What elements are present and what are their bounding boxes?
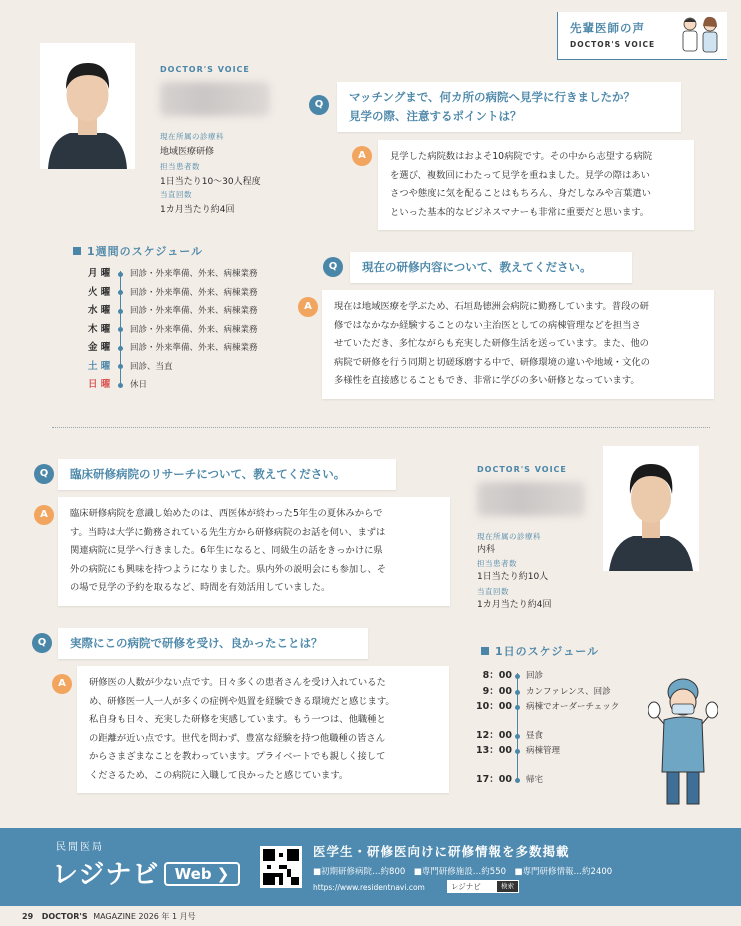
a4-line: の距離が近い点です。世代を問わず、豊富な経験を持つ他職種の皆さん [89,732,386,744]
doctor1-photo [40,43,135,169]
daily-schedule-title: 1日のスケジュール [481,643,599,659]
weekly-dot [118,309,123,314]
a4-line: め、研修医一人一人が多くの症例や処置を経験できる環境だと感じます。 [89,695,395,707]
a4-line: 私自身も日々、充実した研修を実感しています。もう一つは、他職種と [89,714,386,725]
daily-dot [515,674,520,679]
daily-task: 病棟管理 [526,746,561,756]
doctor2-patients: 1日当たり約10人 [477,572,549,582]
a3-line: 外の病院にも興味を持つようになりました。県内外の説明会にも参加し、そ [70,563,387,575]
doctor1-caption: DOCTOR'S VOICE [160,65,250,74]
banner-stats: ■初期研修病院…約800 ■専門研修施設…約550 ■専門研修情報…約2400 [313,867,613,877]
weekly-row [88,284,308,302]
weekly-day: 月 曜 [88,268,111,279]
q2-question [350,252,632,283]
weekly-task: 回診・外来準備、外来、病棟業務 [130,269,258,279]
a2-line: 多様性を直接感じることもでき、非常に学びの多い研修となっています。 [334,375,640,386]
a4-line: からさまざまなことを教わっています。プライベートでも親しく接して [89,751,386,762]
a3-answer [58,497,450,606]
a3-icon: A [34,505,54,525]
q4-line: 実際にこの病院で研修を受け、良かったことは？ [70,636,323,650]
chevron-right-icon: ❯ [211,865,230,883]
section-header [557,12,727,60]
doctor2-photo [603,446,699,571]
doctors-illustration-icon [678,14,724,58]
weekly-day: 日 曜 [88,379,111,390]
doctor2-caption: DOCTOR'S VOICE [477,465,567,474]
q3-question [58,459,396,490]
a4-line: くださるため、この病院に入職して良かったと感じています。 [89,769,349,781]
q1-line: マッチングまで、何カ所の病院へ見学に行きましたか？ [349,90,636,104]
daily-dot [515,749,520,754]
weekly-dot [118,290,123,295]
a3-line: す。当時は大学に勤務されている先生方から研修病院のお話を伺い、まずは [70,526,386,538]
weekly-dot [118,327,123,332]
a2-line: 現在は地域医療を学ぶため、石垣島徳洲会病院に勤務しています。普段の研 [334,301,649,312]
doctor1-name-blurred [160,82,270,116]
section-title: 先輩医師の声 [570,21,645,35]
daily-time: 10：00 [476,701,512,712]
weekly-dot [118,272,123,277]
a2-line: 修ではなかなか経験することのない主治医としての病棟管理などを担当さ [334,319,641,331]
weekly-schedule [88,265,308,395]
section-subtitle: DOCTOR'S VOICE [570,40,656,49]
a3-line: 関連病院に見学へ行きました。6年生になると、同級生の話をきっかけに県 [70,545,383,556]
a3-line: の場で見学の予約を取るなど、時間を有効活用していました。 [70,582,331,593]
magazine-name: DOCTOR'S [41,912,88,921]
weekly-task: 回診・外来準備、外来、病棟業務 [130,343,258,353]
a4-icon: A [52,674,72,694]
weekly-day: 土 曜 [88,360,111,372]
doctor2-name-blurred [477,482,585,516]
daily-row [470,771,650,789]
daily-time: 9：00 [482,686,512,697]
weekly-day: 金 曜 [88,342,111,353]
doctor2-dept: 内科 [477,545,496,555]
a1-answer [378,140,694,230]
daily-task: 病棟でオーダーチェック [526,702,620,712]
a1-icon: A [352,146,372,166]
q1-icon: Q [309,95,329,115]
weekly-task: 回診・外来準備、外来、病棟業務 [130,324,258,335]
a4-answer [77,666,449,793]
weekly-row [88,376,308,394]
daily-dot [515,705,520,710]
weekly-dot [118,364,123,369]
weekly-task: 休日 [130,380,148,390]
daily-task: 回診 [526,671,544,681]
daily-time: 13：00 [476,745,512,756]
daily-row [470,742,650,760]
weekly-day: 木 曜 [88,323,111,335]
q2-line: 現在の研修内容について、教えてください。 [362,260,592,274]
page-number: 29 [22,912,34,921]
doctor1-patients: 1日当たり10～30人程度 [160,177,261,187]
daily-dot [515,690,520,695]
a2-icon: A [298,297,318,317]
daily-schedule [470,667,650,792]
weekly-task: 回診、当直 [130,361,173,372]
banner-web-text: Web [174,865,212,883]
weekly-row [88,358,308,376]
magazine-issue: MAGAZINE 2026 年 1 月号 [93,912,196,921]
section-divider [52,427,710,428]
doctor1-dept: 地域医療研修 [160,147,215,157]
daily-time: 17：00 [476,774,512,785]
a1-line: さつや態度に気を配ることはもちろん、身だしなみや言葉遣い [390,188,651,199]
doctor2-patients-label: 担当患者数 [477,559,517,568]
weekly-task: 回診・外来準備、外来、病棟業務 [130,287,258,298]
weekly-row [88,265,308,283]
doctor2-night-label: 当直回数 [477,587,509,596]
doctor1-dept-label: 現在所属の診療科 [160,132,224,141]
q1-line: 見学の際、注意するポイントは？ [349,109,522,123]
qr-code-icon[interactable] [260,846,302,888]
banner-headline: 医学生・研修医向けに研修情報を多数掲載 [313,844,570,859]
doctor1-night: 1カ月当たり約4回 [160,205,235,215]
daily-task: 昼食 [526,731,544,741]
weekly-day: 水 曜 [88,305,111,316]
q3-line: 臨床研修病院のリサーチについて、教えてください。 [70,467,346,481]
a2-line: 病院で研修を行う同期と切磋琢磨する中で、研修環境の違いや地域・文化の [334,356,650,368]
q2-icon: Q [323,257,343,277]
promo-banner[interactable] [0,828,741,906]
banner-search-text: レジナビ [451,882,481,891]
banner-logo-top: 民間医局 [56,842,104,853]
weekly-schedule-title: 1週間のスケジュール [73,243,203,259]
a1-line: といった基本的なビジネスマナーも非常に重要だと思います。 [390,206,650,218]
page-footer [22,911,196,922]
banner-logo-main: レジナビ [52,860,160,890]
q4-question [58,628,368,659]
a4-line: 研修医の人数が少ない点です。日々多くの患者さんを受け入れているた [89,677,386,688]
a2-line: せていただき、多忙ながらも充実した研修生活を送っています。また、他の [334,338,649,349]
daily-task: 帰宅 [526,775,544,785]
weekly-dot [118,346,123,351]
a3-line: 臨床研修病院を意識し始めたのは、西医体が終わった5年生の夏休みからで [70,508,383,519]
weekly-task: 回診・外来準備、外来、病棟業務 [130,306,258,316]
daily-task: カンファレンス、回診 [526,687,611,697]
doctor1-patients-label: 担当患者数 [160,162,200,171]
surgeon-illustration-icon [648,672,718,812]
doctor2-dept-label: 現在所属の診療科 [477,532,541,541]
doctor2-night: 1カ月当たり約4回 [477,600,552,610]
daily-dot [515,734,520,739]
weekly-row [88,302,308,320]
a2-answer [322,290,714,399]
q3-icon: Q [34,464,54,484]
weekly-row [88,339,308,357]
daily-row [470,698,650,716]
banner-search-button[interactable]: 検索 [497,881,518,892]
q1-question [337,82,681,132]
a1-line: 見学した病院数はおよそ10病院です。その中から志望する病院 [390,151,653,162]
banner-logo-web [164,862,240,886]
daily-time: 12：00 [476,730,512,741]
daily-time: 8：00 [482,670,512,681]
a1-line: を選び、複数回にわたって見学を重ねました。見学の際はあい [390,169,650,181]
banner-url[interactable]: https://www.residentnavi.com [313,883,425,892]
q4-icon: Q [32,633,52,653]
weekly-dot [118,383,123,388]
daily-dot [515,778,520,783]
doctor1-night-label: 当直回数 [160,190,192,199]
weekly-day: 火 曜 [88,286,111,298]
weekly-row [88,321,308,339]
